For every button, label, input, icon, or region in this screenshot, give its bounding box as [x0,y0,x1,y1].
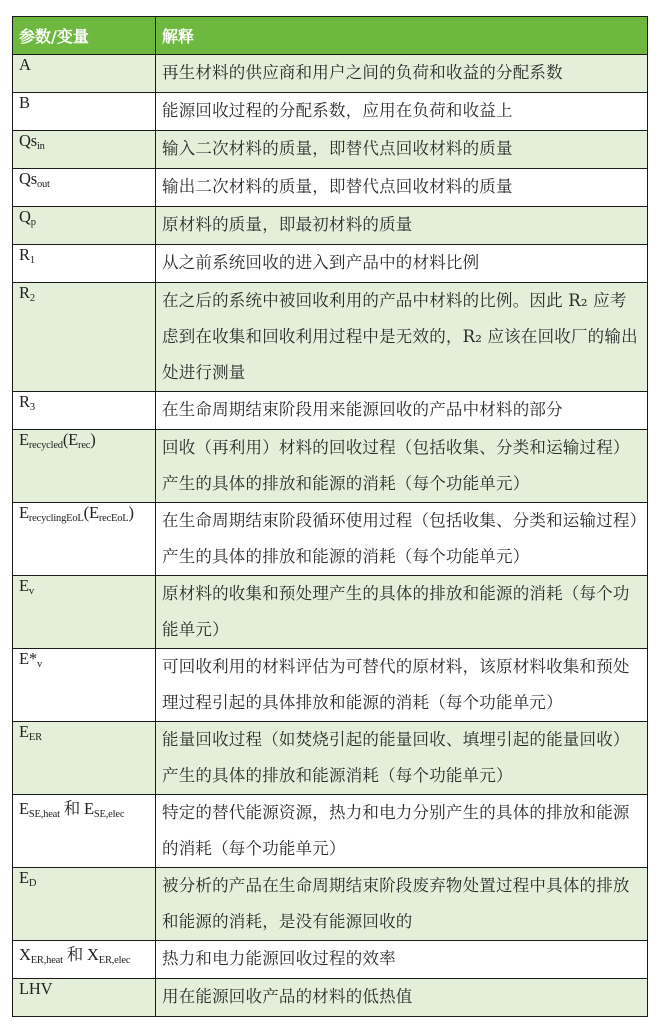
explanation-cell: 在生命周期结束阶段用来能源回收的产品中材料的部分 [156,392,648,430]
parameter-tail: ) [128,503,134,522]
parameter-symbol: R [19,283,30,302]
explanation-cell: 原材料的质量，即最初材料的质量 [156,207,648,245]
explanation-cell: 原材料的收集和预处理产生的具体的排放和能源的消耗（每个功能单元） [156,576,648,649]
explanation-cell: 热力和电力能源回收过程的效率 [156,941,648,979]
explanation-cell: 从之前系统回收的进入到产品中的材料比例 [156,245,648,283]
explanation-cell: 再生材料的供应商和用户之间的负荷和收益的分配系数 [156,55,648,93]
parameter-subscript: 3 [29,402,35,413]
parameter-symbol-2: X [87,945,99,964]
parameter-cell [13,283,156,392]
parameter-subscript: recyclingEoL [28,513,84,524]
explanation-cell: 特定的替代能源资源，热力和电力分别产生的具体的排放和能源的消耗（每个功能单元） [156,795,648,868]
parameter-cell [13,392,156,430]
parameter-cell [13,868,156,941]
parameter-subscript-2: recEoL [98,513,129,524]
parameter-subscript: ER [28,732,42,743]
parameter-subscript-2: SE,elec [93,809,125,820]
parameter-symbol: E [19,868,29,887]
table-row [13,941,648,979]
parameter-cell [13,649,156,722]
table-header-row [13,17,648,55]
table-row [13,430,648,503]
parameter-tail: ) [90,430,96,449]
column-header-parameter: 参数/变量 [13,17,156,55]
explanation-cell: 在之后的系统中被回收利用的产品中材料的比例。因此 R₂ 应考虑到在收集和回收利用过程中是无效的，R₂ 应该在回收厂的输出处进行测量 [156,283,648,392]
table-row [13,576,648,649]
parameter-cell [13,430,156,503]
parameter-connector: ( [83,503,89,522]
parameter-symbol: E [19,503,29,522]
parameter-symbol-2: E [88,503,99,522]
table-row [13,795,648,868]
parameter-subscript: out [36,179,50,190]
parameter-cell [13,169,156,207]
parameter-cell [13,503,156,576]
parameter-symbol: E* [19,649,37,668]
parameter-subscript: p [30,217,36,228]
parameter-symbol: LHV [19,979,53,998]
parameter-subscript: v [28,586,34,597]
parameter-subscript-2: rec [78,440,91,451]
column-header-explanation: 解释 [156,17,648,55]
table-row [13,868,648,941]
table-row [13,503,648,576]
explanation-cell: 输入二次材料的质量，即替代点回收材料的质量 [156,131,648,169]
table-row [13,979,648,1017]
parameter-subscript: recycled [28,440,63,451]
parameter-cell [13,941,156,979]
parameter-symbol: E [19,576,29,595]
table-row [13,93,648,131]
parameter-symbol-2: E [68,430,79,449]
parameter-subscript: ER,heat [30,955,63,966]
parameter-connector: ( [62,430,69,449]
parameter-subscript: 2 [29,293,35,304]
parameter-subscript: v [36,659,42,670]
explanation-cell: 用在能源回收产品的材料的低热值 [156,979,648,1017]
table-row [13,55,648,93]
explanation-cell: 输出二次材料的质量，即替代点回收材料的质量 [156,169,648,207]
table-row [13,649,648,722]
parameter-symbol-2: E [84,799,94,818]
parameter-cell [13,795,156,868]
parameter-cell [13,722,156,795]
explanation-cell: 在生命周期结束阶段循环使用过程（包括收集、分类和运输过程）产生的具体的排放和能源的消耗（每个功能单元） [156,503,648,576]
parameter-subscript: SE,heat [28,809,60,820]
parameter-cell [13,131,156,169]
parameter-cell [13,576,156,649]
explanation-cell: 被分析的产品在生命周期结束阶段废弃物处置过程中具体的排放和能源的消耗，是没有能源回收的 [156,868,648,941]
explanation-cell: 回收（再利用）材料的回收过程（包括收集、分类和运输过程）产生的具体的排放和能源的消耗（每个功能单元） [156,430,648,503]
parameter-cell [13,93,156,131]
table-row [13,169,648,207]
explanation-cell: 可回收利用的材料评估为可替代的原材料，该原材料收集和预处理过程引起的具体排放和能源的消耗（每个功能单元） [156,649,648,722]
table-row [13,207,648,245]
parameter-symbol: R [19,392,30,411]
explanation-cell: 能源回收过程的分配系数，应用在负荷和收益上 [156,93,648,131]
parameter-connector: 和 [59,799,85,818]
parameter-connector: 和 [62,945,88,964]
parameter-symbol: R [19,245,30,264]
table-row [13,245,648,283]
parameter-subscript-2: ER,elec [98,955,131,966]
table-row [13,392,648,430]
parameter-cell [13,979,156,1017]
parameter-symbol: E [19,722,29,741]
parameter-cell [13,207,156,245]
table-row [13,131,648,169]
parameter-symbol: E [19,430,29,449]
parameter-cell [13,245,156,283]
table-row [13,722,648,795]
parameter-subscript: in [36,141,45,152]
parameter-cell [13,55,156,93]
parameter-symbol: X [19,945,31,964]
parameter-symbol: E [19,799,29,818]
parameter-table [12,16,648,1017]
parameter-subscript: 1 [29,255,35,266]
table-row [13,283,648,392]
parameter-symbol: Qs [19,131,37,150]
explanation-cell: 能量回收过程（如焚烧引起的能量回收、填埋引起的能量回收）产生的具体的排放和能源消耗（每个功能单元） [156,722,648,795]
parameter-symbol: Q [19,207,31,226]
parameter-symbol: A [19,55,31,74]
parameter-symbol: Qs [19,169,37,188]
parameter-subscript: D [28,878,37,889]
parameter-symbol: B [19,93,30,112]
